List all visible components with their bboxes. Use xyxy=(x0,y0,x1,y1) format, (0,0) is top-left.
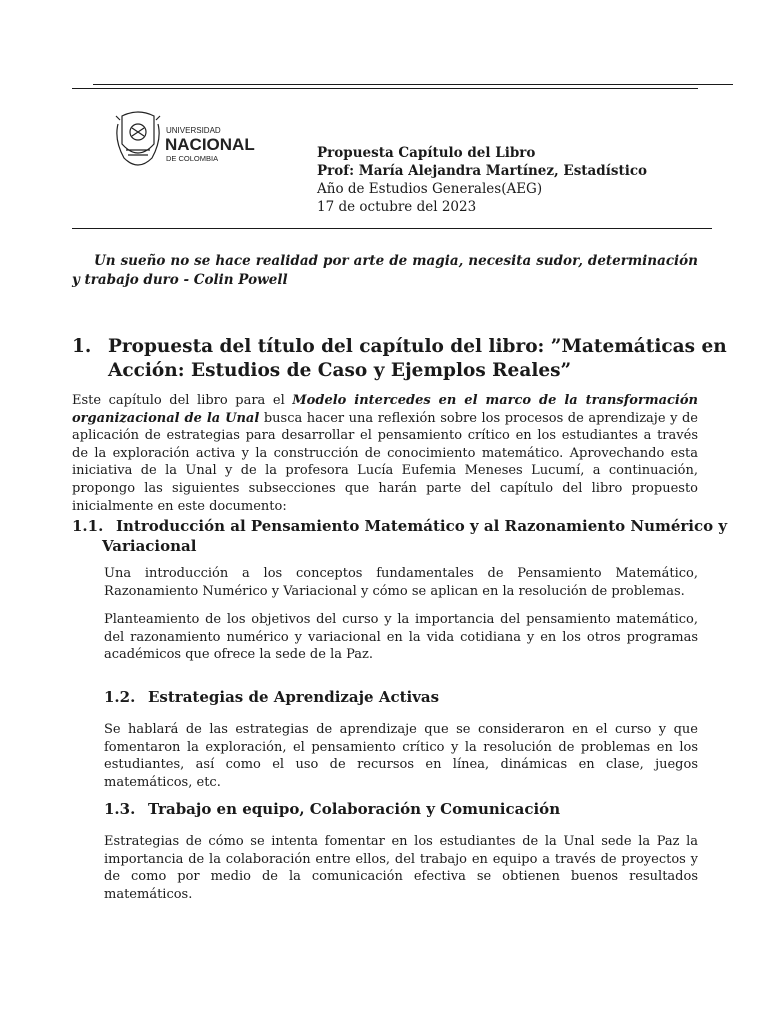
professor-name: Prof: María Alejandra Martínez, Estadístico xyxy=(317,163,648,179)
subsection-title: Trabajo en equipo, Colaboración y Comunicación xyxy=(148,800,561,818)
section-title: Propuesta del título del capítulo del libro: ”Matemáticas en Acción: Estudios de Caso y Ejemplos Reales” xyxy=(108,336,727,381)
subsection-heading xyxy=(104,687,698,707)
header-bottom-rule xyxy=(72,228,712,229)
header-second-rule xyxy=(72,88,698,89)
section-intro-paragraph xyxy=(72,392,698,515)
document-title: Propuesta Capítulo del Libro xyxy=(317,145,536,161)
section-number: 1. xyxy=(72,336,92,357)
subsection-paragraph: Estrategias de cómo se intenta fomentar en los estudiantes de la Unal sede la Paz la importancia de la colaboración entre ellos, del trabajo en equipo a través de proyectos y de como por medio de la comunicación efectiva se obtienen buenos resultados matemáticos. xyxy=(104,834,698,902)
subsection-paragraph: Una introducción a los conceptos fundamentales de Pensamiento Matemático, Razonamiento Numérico y Variacional y cómo se aplican en la resolución de problemas. xyxy=(104,566,698,599)
section-heading xyxy=(72,335,748,383)
intro-suffix: busca hacer una reflexión sobre los procesos de aprendizaje y de aplicación de estrategias para desarrollar el pensamiento crítico en los estudiantes a través de la exploración activa y la construcción de conocimiento matemático. Aprovechando esta iniciativa de la Unal y de la profesora Lucía Eufemia Meneses Lucumí, a continuación, propongo las siguientes subsecciones que harán parte del capítulo del libro propuesto inicialmente en este documento: xyxy=(72,410,698,514)
subsection-number: 1.3. xyxy=(104,800,136,818)
document-date: 17 de octubre del 2023 xyxy=(317,199,477,215)
subsection-paragraph: Planteamiento de los objetivos del curso y la importancia del pensamiento matemático, del razonamiento numérico y variacional en la vida cotidiana y en los otros programas académicos que ofrece la sede de la Paz. xyxy=(104,612,698,663)
intro-emphasis: Modelo intercedes en el marco de la transformación organizacional de la Unal xyxy=(72,393,698,426)
document-metadata xyxy=(317,144,647,216)
program-name: Año de Estudios Generales(AEG) xyxy=(317,181,543,197)
logo-line1: UNIVERSIDAD xyxy=(166,126,221,135)
university-logo xyxy=(114,110,264,174)
logo-line2: NACIONAL xyxy=(165,135,255,154)
subsection-heading xyxy=(72,516,728,556)
subsection-title: Introducción al Pensamiento Matemático y al Razonamiento Numérico y Variacional xyxy=(102,517,728,555)
subsection-title: Estrategias de Aprendizaje Activas xyxy=(148,688,440,706)
subsection-number: 1.2. xyxy=(104,688,136,706)
epigraph-quote: Un sueño no se hace realidad por arte de magia, necesita sudor, determinación y trabajo duro - Colin Powell xyxy=(72,253,698,288)
subsection-heading xyxy=(104,799,698,819)
logo-line3: DE COLOMBIA xyxy=(166,154,219,163)
university-seal-icon xyxy=(114,110,264,174)
subsection-paragraph: Se hablará de las estrategias de aprendizaje que se consideraron en el curso y que fomentaron la exploración, el pensamiento crítico y la resolución de problemas en los estudiantes, así como el uso de recursos en línea, dinámicas en clase, juegos matemáticos, etc. xyxy=(104,722,698,790)
header-top-rule xyxy=(93,84,733,85)
intro-prefix: Este capítulo del libro para el xyxy=(72,393,293,408)
subsection-number: 1.1. xyxy=(72,517,104,535)
